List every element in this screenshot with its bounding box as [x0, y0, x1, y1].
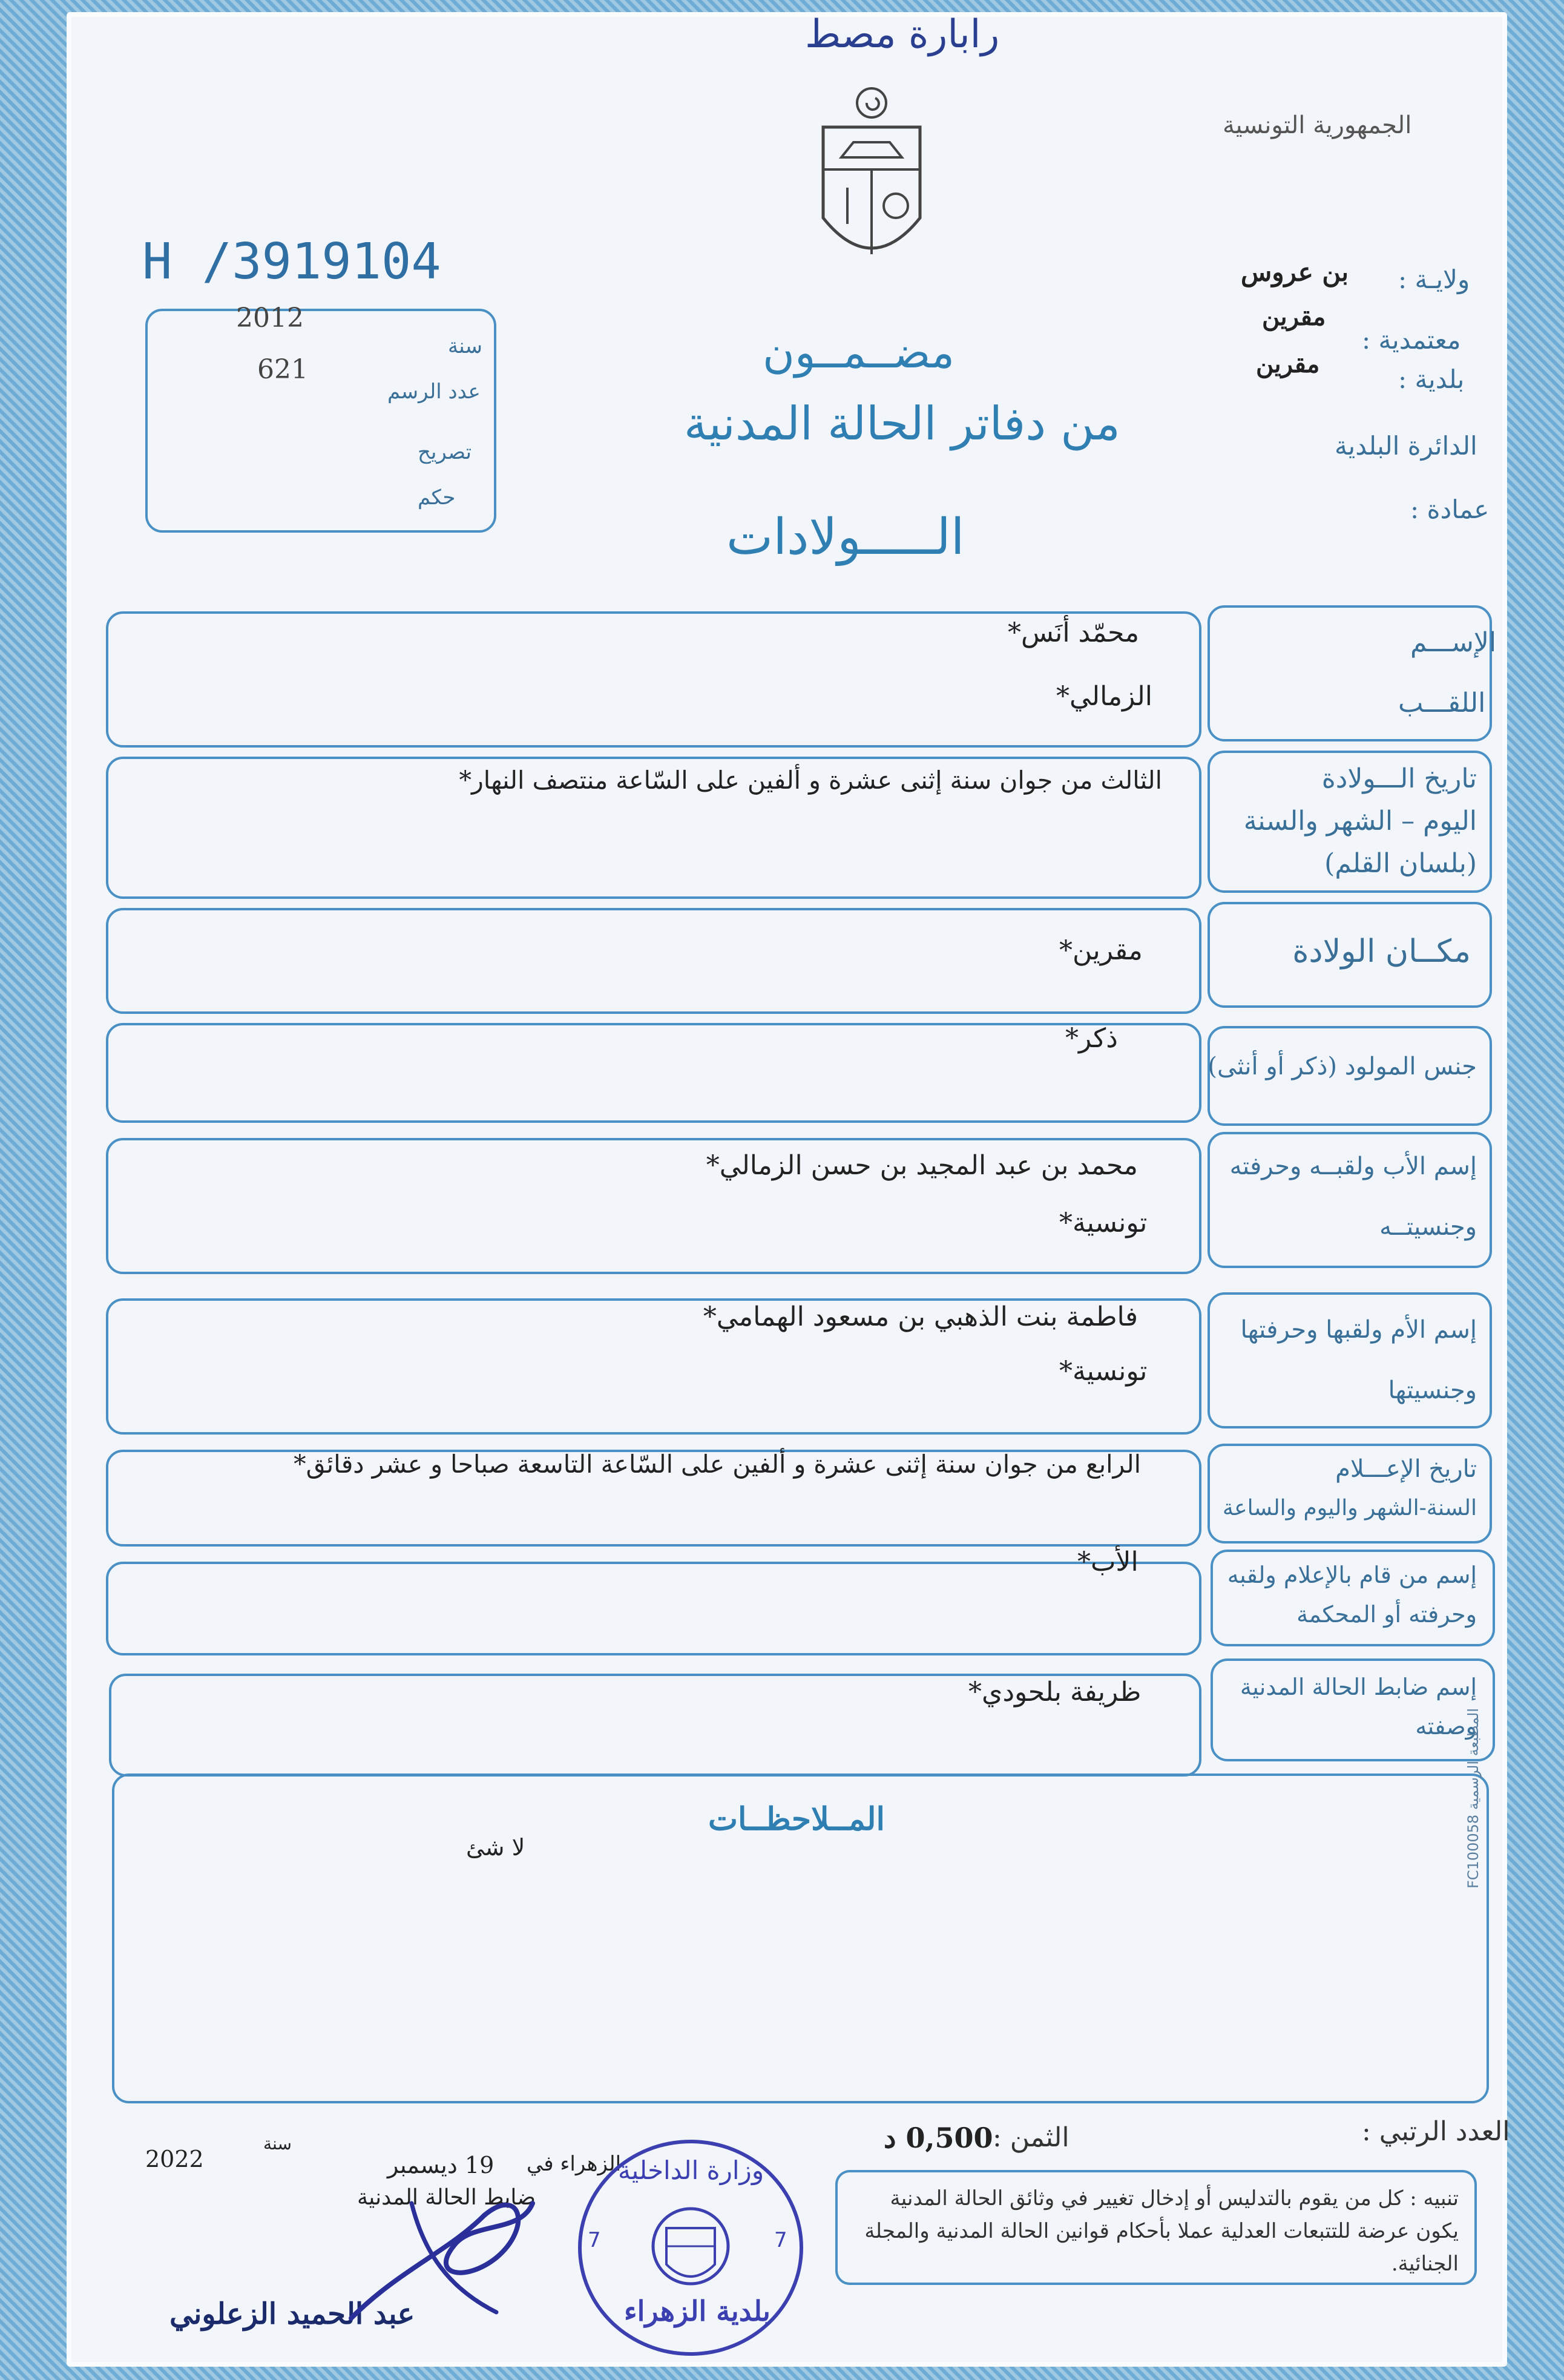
label-birth-date-sub: اليوم – الشهر والسنة	[1243, 806, 1477, 837]
printer-mark: المطبعة الرسمية FC100058	[1465, 1708, 1482, 1889]
reg-number-value: 621	[257, 354, 308, 385]
value-sex: ذكر*	[1065, 1023, 1118, 1054]
omda-label: عمادة :	[1410, 495, 1490, 524]
handwritten-note: رابارة مصط	[805, 12, 1000, 57]
reg-judgment-label: حكم	[418, 485, 456, 510]
label-officer-sub: وصفته	[1415, 1713, 1477, 1740]
value-first-name: محمّد أنَس*	[1008, 617, 1140, 648]
warning-text: تنبيه : كل من يقوم بالتدليس أو إدخال تغيير في وثائق الحالة المدنية يكون عرضة للتتبعات العدلية عملا بأحكام قوانين الحالة المدنية والمجلة الجنائية.	[864, 2186, 1459, 2276]
municipality-value: مقرين	[1256, 350, 1320, 378]
delegation-value: مقرين	[1262, 303, 1326, 331]
issue-year: 2022	[145, 2146, 204, 2172]
label-mother-nationality: وجنسيتها	[1388, 1376, 1477, 1404]
row-declarant-value-box	[106, 1562, 1201, 1655]
value-mother-nationality: تونسية*	[1059, 1356, 1148, 1387]
reg-year-label: سنة	[448, 334, 482, 358]
label-father-nationality: وجنسيتــه	[1379, 1213, 1477, 1241]
wilaya-value: بن عروس	[1241, 257, 1349, 287]
title-line2: من دفاتر الحالة المدنية	[684, 396, 1120, 450]
serial-order-label: العدد الرتبي :	[1362, 2116, 1510, 2147]
stamp-number-right: 7	[774, 2228, 787, 2252]
officer-title: ضابط الحالة المدنية	[357, 2185, 536, 2210]
serial-number: H /3919104	[142, 233, 441, 291]
label-officer: إسم ضابط الحالة المدنية	[1240, 1674, 1477, 1700]
label-first-name: الإســـم	[1410, 627, 1497, 658]
row-birthplace-value-box	[106, 908, 1201, 1014]
row-sex-value-box	[106, 1023, 1201, 1123]
label-declarant: إسم من قام بالإعلام ولقبه	[1227, 1562, 1477, 1588]
issue-year-label: سنة	[263, 2134, 292, 2154]
wilaya-label: ولايـة :	[1398, 265, 1470, 294]
label-father: إسم الأب ولقبــه وحرفته	[1229, 1152, 1477, 1180]
stamp-number-left: 7	[588, 2228, 601, 2252]
price-label: الثمن :	[993, 2122, 1070, 2153]
delegation-label: معتمدية :	[1362, 325, 1461, 355]
signature-icon	[339, 2179, 545, 2336]
value-last-name: الزمالي*	[1056, 681, 1152, 712]
municipality-stamp	[578, 2140, 803, 2356]
title-line1: مضــمــون	[763, 327, 955, 378]
reg-declaration-label: تصريح	[418, 440, 472, 464]
district-label: الدائرة البلدية	[1335, 431, 1477, 461]
value-birth-place: مقرين*	[1059, 935, 1143, 966]
reg-number-label: عدد الرسم	[387, 380, 481, 404]
place-label: الزهراء في	[527, 2152, 622, 2176]
label-birth-date-pen: (بلسان القلم)	[1324, 848, 1477, 879]
republic-label: الجمهورية التونسية	[1223, 111, 1412, 139]
label-last-name: اللقـــب	[1398, 688, 1486, 718]
tunisia-emblem-icon	[811, 85, 932, 278]
label-declaration-date: تاريخ الإعـــلام	[1335, 1455, 1477, 1483]
value-father: محمد بن عبد المجيد بن حسن الزمالي*	[706, 1150, 1138, 1181]
label-declarant-sub: وحرفته أو المحكمة	[1296, 1601, 1477, 1628]
value-mother: فاطمة بنت الذهبي بن مسعود الهمامي*	[703, 1301, 1138, 1332]
issue-date: 19 ديسمبر	[387, 2152, 494, 2178]
remarks-title: المــلاحظــات	[708, 1801, 885, 1838]
stamp-bottom-text: بلدية الزهراء	[624, 2295, 770, 2327]
stamp-top-text: وزارة الداخلية	[618, 2155, 764, 2185]
value-declaration-date: الرابع من جوان سنة إثنى عشرة و ألفين على السّاعة التاسعة صباحا و عشر دقائق*	[294, 1450, 1141, 1479]
label-birth-place: مكــان الولادة	[1292, 933, 1471, 970]
value-officer: ظريفة بلحودي*	[968, 1677, 1142, 1708]
value-declarant: الأب*	[1077, 1547, 1138, 1577]
label-sex: جنس المولود (ذكر أو أنثى)	[1208, 1053, 1477, 1080]
reg-year-value: 2012	[236, 303, 304, 334]
municipality-label: بلدية :	[1398, 364, 1465, 394]
value-birth-date: الثالث من جوان سنة إثنى عشرة و ألفين على السّاعة منتصف النهار*	[459, 766, 1162, 795]
officer-name: عبد الحميد الزعلوني	[169, 2297, 415, 2331]
stamp-emblem-icon	[648, 2198, 733, 2295]
label-mother: إسم الأم ولقبها وحرفتها	[1240, 1316, 1477, 1344]
label-declaration-date-sub: السنة-الشهر واليوم والساعة	[1222, 1496, 1477, 1520]
price-value: 0,500 د	[884, 2122, 993, 2154]
remarks-value: لا شئ	[466, 1834, 525, 1861]
label-birth-date: تاريخ الـــولادة	[1321, 763, 1477, 794]
title-line3: الـــــولادات	[726, 508, 965, 566]
value-father-nationality: تونسية*	[1059, 1208, 1148, 1238]
